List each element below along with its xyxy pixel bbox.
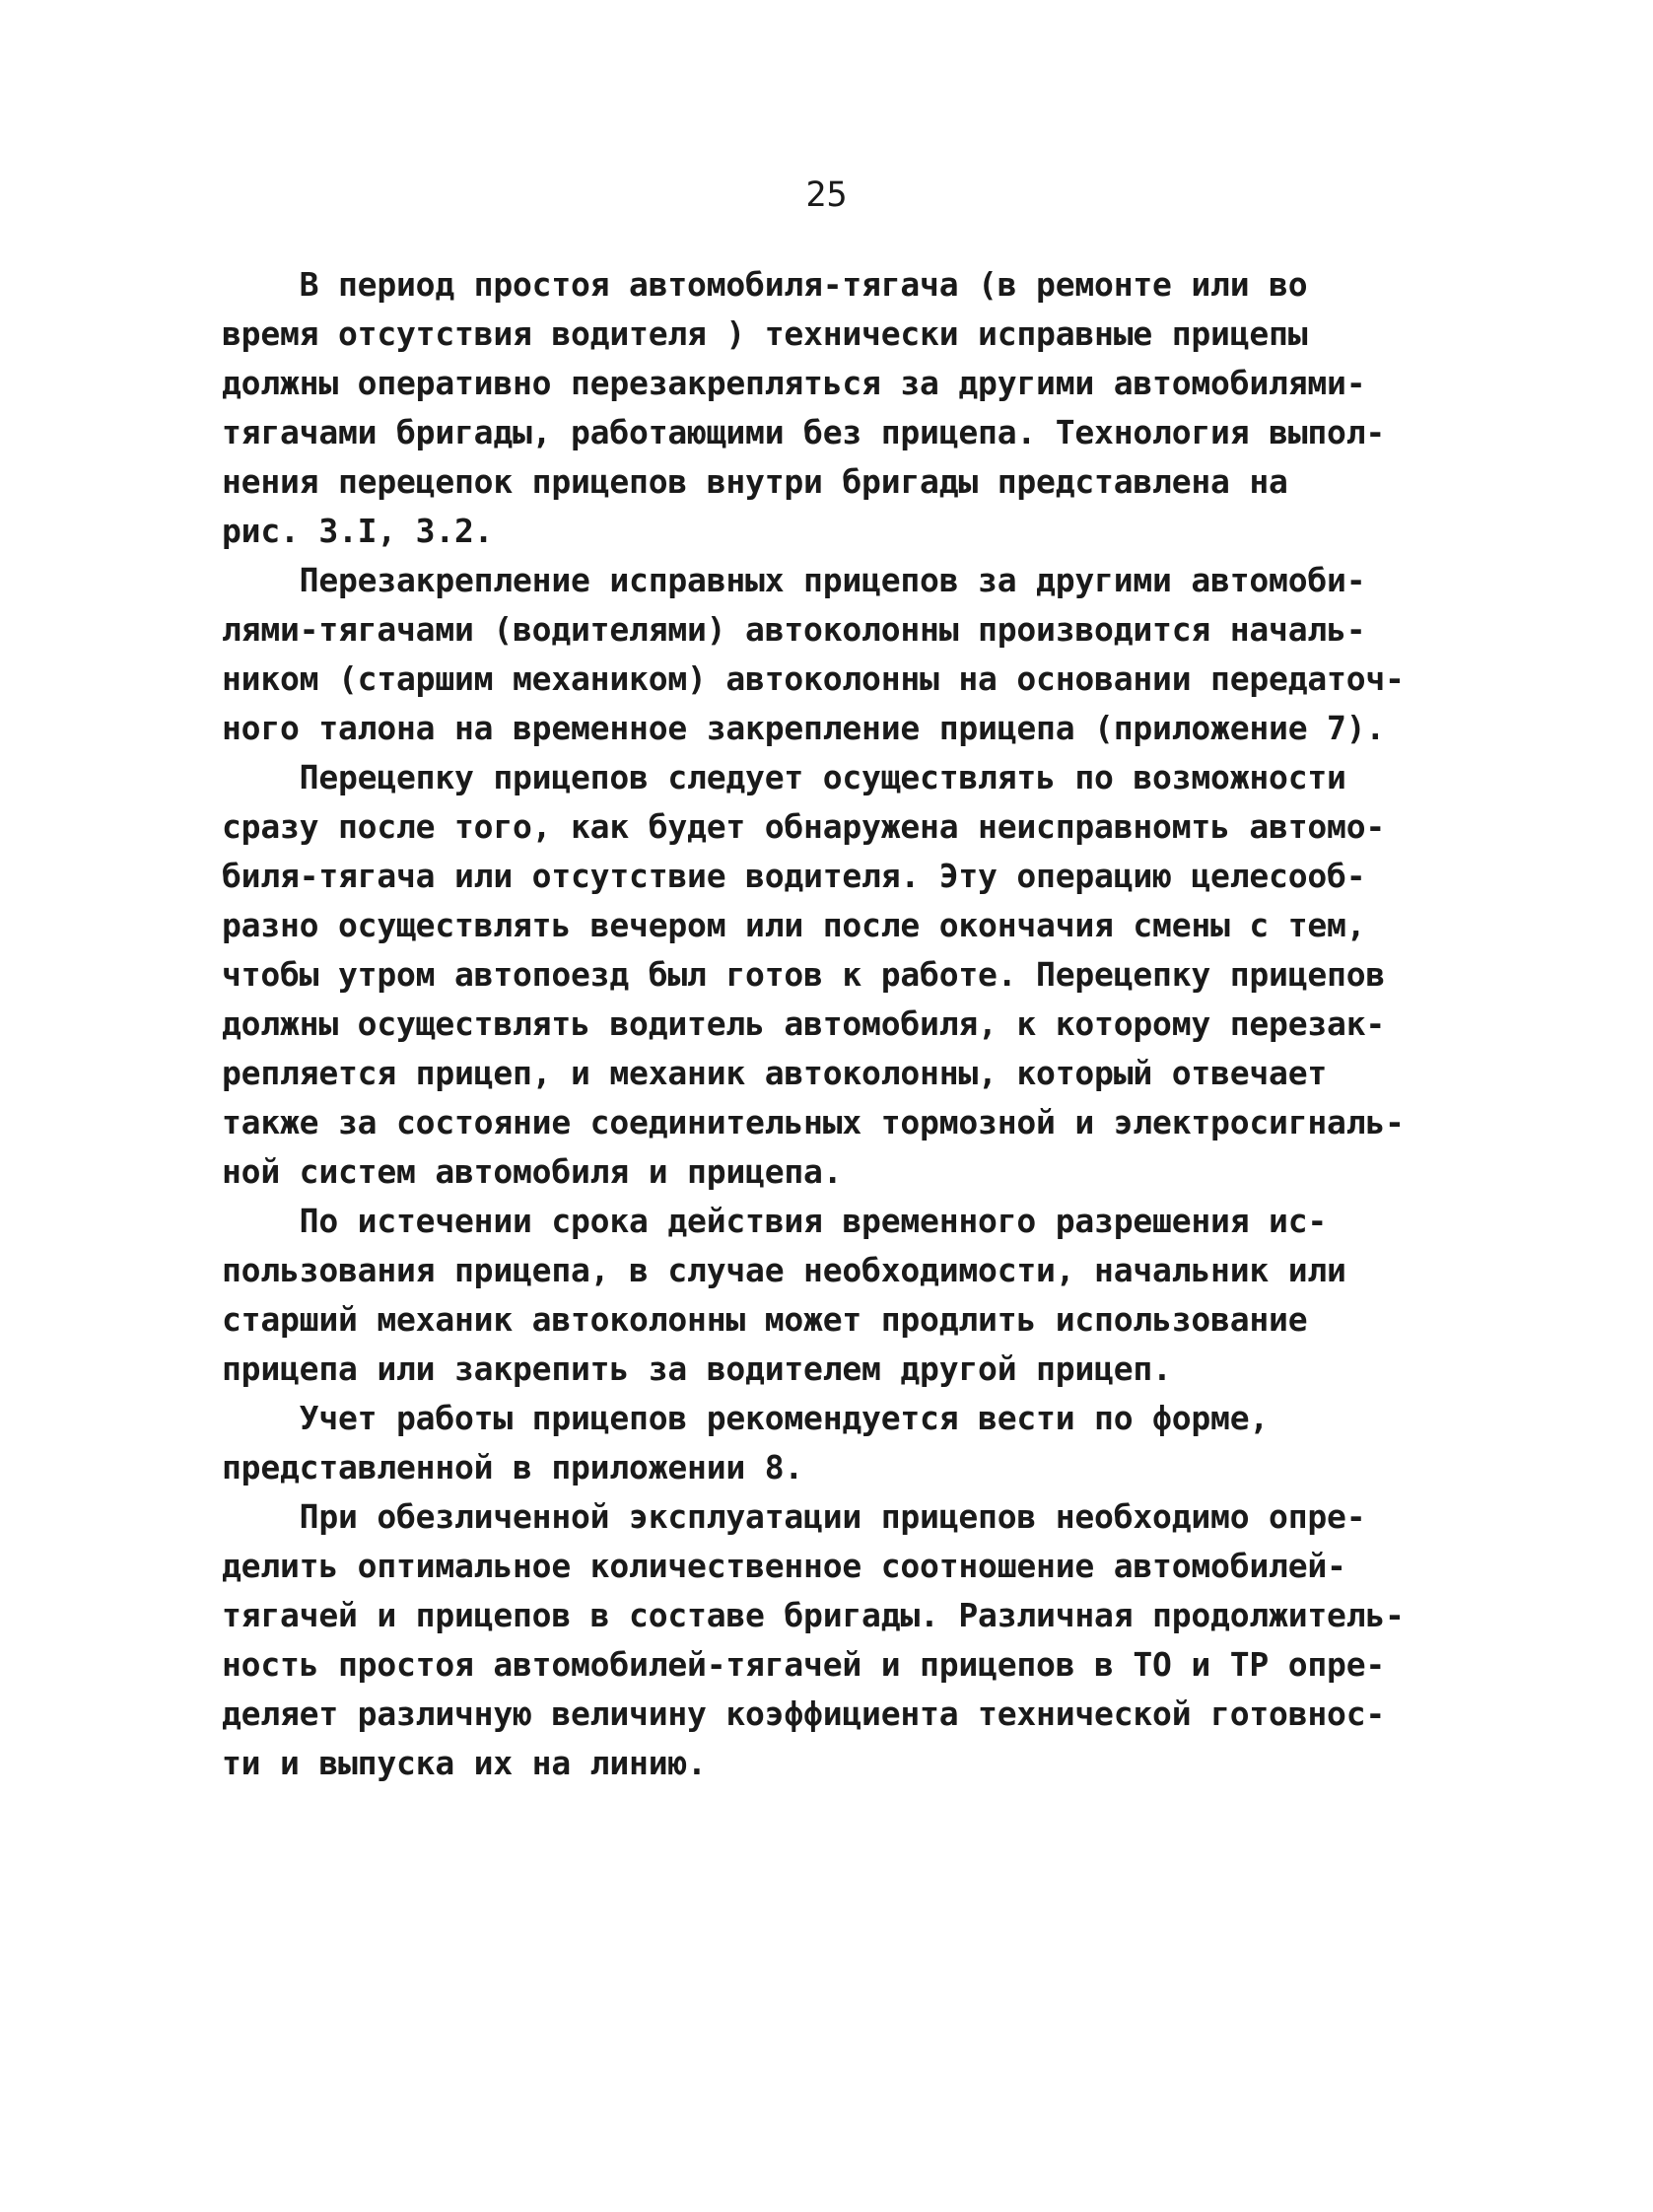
paragraph-6 [222, 1492, 1493, 1788]
text-line: нения перецепок прицепов внутри бригады представлена на [222, 462, 1288, 501]
text-line: Перецепку прицепов следует осуществлять по возможности [222, 758, 1346, 796]
text-line: Перезакрепление исправных прицепов за другими автомоби- [222, 561, 1366, 599]
text-line: ти и выпуска их на линию. [222, 1744, 707, 1782]
text-line: ность простоя автомобилей-тягачей и прицепов в ТО и ТР опре- [222, 1645, 1386, 1684]
text-line: ного талона на временное закрепление прицепа (приложение 7). [222, 709, 1386, 747]
paragraph-5 [222, 1394, 1493, 1492]
page-number: 25 [805, 175, 848, 215]
document-body [222, 260, 1493, 1788]
text-line: деляет различную величину коэффициента технической готовнос- [222, 1694, 1386, 1733]
text-line: рис. 3.I, 3.2. [222, 512, 494, 550]
text-line: чтобы утром автопоезд был готов к работе. Перецепку прицепов [222, 955, 1386, 994]
text-line: репляется прицеп, и механик автоколонны, который отвечает [222, 1054, 1328, 1092]
text-line: должны осуществлять водитель автомобиля, к которому перезак- [222, 1004, 1386, 1043]
text-line: ником (старшим механиком) автоколонны на основании передаточ- [222, 659, 1405, 698]
paragraph-2 [222, 556, 1493, 753]
paragraph-4 [222, 1197, 1493, 1394]
text-line: ной систем автомобиля и прицепа. [222, 1152, 843, 1191]
text-line: должны оперативно перезакрепляться за другими автомобилями- [222, 364, 1366, 402]
text-line: тягачей и прицепов в составе бригады. Различная продолжитель- [222, 1596, 1405, 1634]
text-line: лями-тягачами (водителями) автоколонны производится началь- [222, 610, 1366, 649]
text-line: время отсутствия водителя ) технически исправные прицепы [222, 314, 1308, 353]
paragraph-1 [222, 260, 1493, 556]
text-line: тягачами бригады, работающими без прицепа. Технология выпол- [222, 413, 1386, 451]
text-line: При обезличенной эксплуатации прицепов необходимо опре- [222, 1497, 1366, 1536]
text-line: также за состояние соединительных тормозной и электросигналь- [222, 1103, 1405, 1141]
text-line: В период простоя автомобиля-тягача (в ремонте или во [222, 265, 1308, 304]
paragraph-3 [222, 753, 1493, 1197]
text-line: сразу после того, как будет обнаружена неисправномть автомо- [222, 807, 1386, 846]
text-line: старший механик автоколонны может продлить использование [222, 1300, 1308, 1339]
text-line: разно осуществлять вечером или после окончачия смены с тем, [222, 906, 1366, 944]
text-line: По истечении срока действия временного разрешения ис- [222, 1202, 1328, 1240]
text-line: пользования прицепа, в случае необходимости, начальник или [222, 1251, 1346, 1289]
text-line: биля-тягача или отсутствие водителя. Эту операцию целесооб- [222, 857, 1366, 895]
text-line: представленной в приложении 8. [222, 1448, 804, 1486]
text-line: Учет работы прицепов рекомендуется вести по форме, [222, 1399, 1270, 1437]
text-line: делить оптимальное количественное соотношение автомобилей- [222, 1547, 1346, 1585]
text-line: прицепа или закрепить за водителем другой прицеп. [222, 1349, 1172, 1388]
